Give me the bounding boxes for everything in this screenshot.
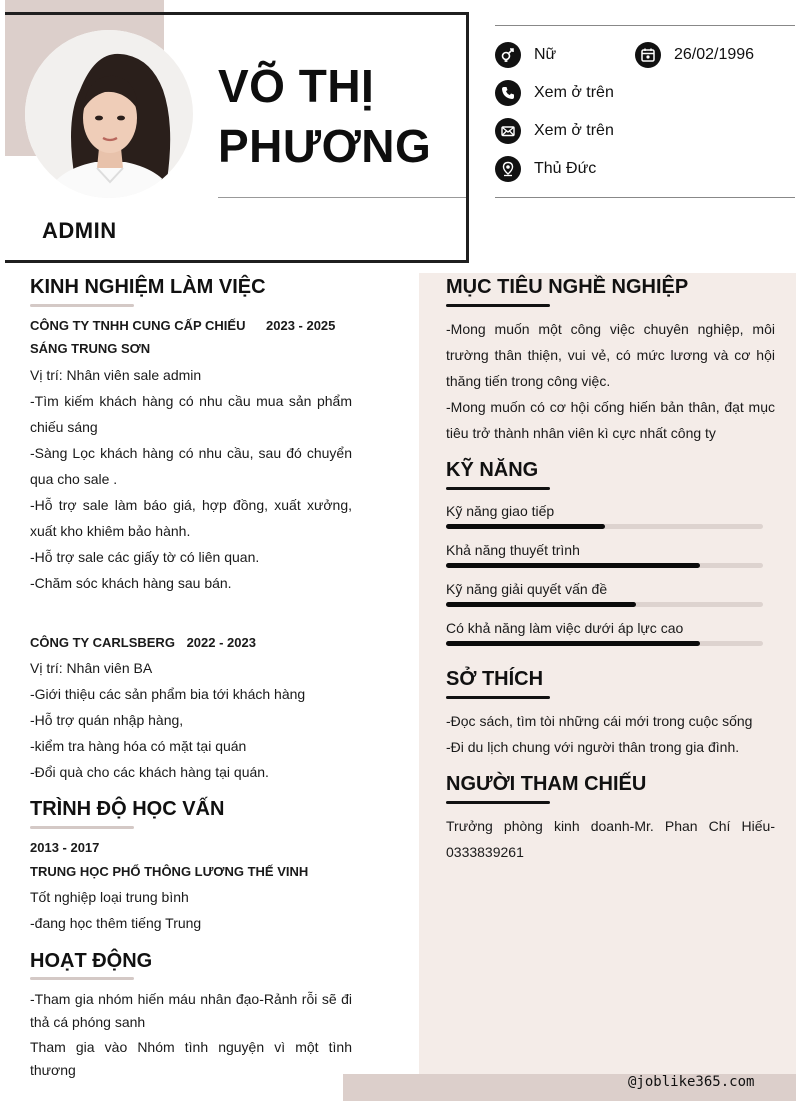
location-icon xyxy=(495,156,521,182)
skill-label: Khả năng thuyết trình xyxy=(446,542,580,558)
birthdate-text: 26/02/1996 xyxy=(674,46,755,63)
full-name xyxy=(218,56,458,176)
job-2-duty: -Hỗ trợ quán nhập hàng, xyxy=(30,712,184,728)
education-header xyxy=(30,836,360,884)
hobby-line: -Đi du lịch chung với người thân trong gia đình. xyxy=(446,739,740,755)
education-school: TRUNG HỌC PHỔ THÔNG LƯƠNG THẾ VINH xyxy=(30,864,309,879)
job-2-company xyxy=(30,630,360,656)
job-1-duty: -Hỗ trợ sale các giấy tờ có liên quan. xyxy=(30,549,260,565)
job-1-duty: -Tìm kiếm khách hàng có nhu cầu mua sản phẩm chiếu sáng xyxy=(30,393,352,435)
objective-line: -Mong muốn một công việc chuyên nghiệp, môi trường thân thiện, vui vẻ, có mức lương và cơ hội thăng tiến trong công việc. xyxy=(446,321,775,389)
objective-details xyxy=(446,316,775,446)
job-1-company-line-2: SÁNG TRUNG SƠN xyxy=(30,341,151,356)
job-1-duty: -Sàng Lọc khách hàng có nhu cầu, sau đó chuyển qua cho sale . xyxy=(30,445,352,487)
job-1-details xyxy=(30,362,352,596)
skill-bar xyxy=(446,524,763,529)
job-title: ADMIN xyxy=(42,218,117,243)
job-1-company xyxy=(30,314,350,360)
job-2-duty: -kiểm tra hàng hóa có mặt tại quán xyxy=(30,738,247,754)
contact-phone xyxy=(495,80,614,106)
job-2-duty: -Đổi quà cho các khách hàng tại quán. xyxy=(30,764,269,780)
section-title-activities: HOẠT ĐỘNG xyxy=(30,950,153,972)
education-line: Tốt nghiệp loại trung bình xyxy=(30,889,189,905)
job-2-details xyxy=(30,655,352,785)
gender-text: Nữ xyxy=(534,46,557,63)
skill-label: Có khả năng làm việc dưới áp lực cao xyxy=(446,620,684,636)
job-1-company-line-1: CÔNG TY TNHH CUNG CẤP CHIẾU xyxy=(30,318,246,333)
education-line: -đang học thêm tiếng Trung xyxy=(30,915,202,931)
activity-line: Tham gia vào Nhóm tình nguyện vì một tình thương xyxy=(30,1039,352,1078)
reference-line: Trưởng phòng kinh doanh-Mr. Phan Chí Hiếu- 0333839261 xyxy=(446,818,775,860)
divider xyxy=(218,197,466,198)
education-details xyxy=(30,884,352,936)
activity-line: -Tham gia nhóm hiến máu nhân đạo-Rảnh rỗi sẽ đi thả cá phóng sanh xyxy=(30,991,352,1030)
skill-bar-fill xyxy=(446,524,605,529)
education-period: 2013 - 2017 xyxy=(30,840,100,855)
job-1-position: Vị trí: Nhân viên sale admin xyxy=(30,367,202,383)
hobbies-details xyxy=(446,708,775,760)
objective-line: -Mong muốn có cơ hội cống hiến bản thân, đạt mục tiêu trở thành nhân viên kì cực nhất công ty xyxy=(446,399,775,441)
section-title-hobbies: SỞ THÍCH xyxy=(446,668,544,690)
job-1-duty: -Hỗ trợ sale làm báo giá, hợp đồng, xuất xưởng, xuất kho khiêm bảo hành. xyxy=(30,497,352,539)
skill-label: Kỹ năng giải quyết vấn đề xyxy=(446,581,608,597)
contact-birthdate xyxy=(635,42,754,68)
skill-bar-fill xyxy=(446,563,700,568)
job-2-duty: -Giới thiệu các sản phẩm bia tới khách hàng xyxy=(30,686,306,702)
section-underline xyxy=(446,801,550,804)
section-title-education: TRÌNH ĐỘ HỌC VẤN xyxy=(30,798,225,820)
avatar xyxy=(25,30,193,198)
section-title-objective: MỤC TIÊU NGHỀ NGHIỆP xyxy=(446,276,689,298)
section-underline xyxy=(30,304,134,307)
contact-address xyxy=(495,156,596,182)
job-2-company-line-1: CÔNG TY CARLSBERG xyxy=(30,635,175,650)
skill-label: Kỹ năng giao tiếp xyxy=(446,503,555,519)
job-2-position: Vị trí: Nhân viên BA xyxy=(30,660,153,676)
section-title-skills: KỸ NĂNG xyxy=(446,459,539,481)
watermark: @joblike365.com xyxy=(628,1074,755,1090)
contact-block xyxy=(495,25,795,198)
section-underline xyxy=(446,696,550,699)
skill-bar xyxy=(446,563,763,568)
skill-bar-fill xyxy=(446,641,700,646)
skill-bar-fill xyxy=(446,602,636,607)
job-1-duty: -Chăm sóc khách hàng sau bán. xyxy=(30,575,232,591)
contact-email xyxy=(495,118,614,144)
phone-icon xyxy=(495,80,521,106)
reference-details xyxy=(446,813,775,865)
section-underline xyxy=(446,304,550,307)
section-title-experience: KINH NGHIỆM LÀM VIỆC xyxy=(30,276,266,298)
job-1-period: 2023 - 2025 xyxy=(266,318,336,333)
skill-bar xyxy=(446,641,763,646)
job-2-period: 2022 - 2023 xyxy=(186,635,256,650)
name-line-1: VÕ THỊ xyxy=(218,60,375,112)
activities-details xyxy=(30,988,352,1082)
section-underline xyxy=(446,487,550,490)
email-text: Xem ở trên xyxy=(534,122,614,139)
section-underline xyxy=(30,826,134,829)
mail-icon xyxy=(495,118,521,144)
skill-bar xyxy=(446,602,763,607)
calendar-icon xyxy=(635,42,661,68)
contact-gender xyxy=(495,42,556,68)
hobby-line: -Đọc sách, tìm tòi những cái mới trong cuộc sống xyxy=(446,713,753,729)
phone-text: Xem ở trên xyxy=(534,84,614,101)
gender-icon xyxy=(495,42,521,68)
name-line-2: PHƯƠNG xyxy=(218,120,432,172)
address-text: Thủ Đức xyxy=(534,160,597,177)
section-title-references: NGƯỜI THAM CHIẾU xyxy=(446,773,647,795)
section-underline xyxy=(30,977,134,980)
